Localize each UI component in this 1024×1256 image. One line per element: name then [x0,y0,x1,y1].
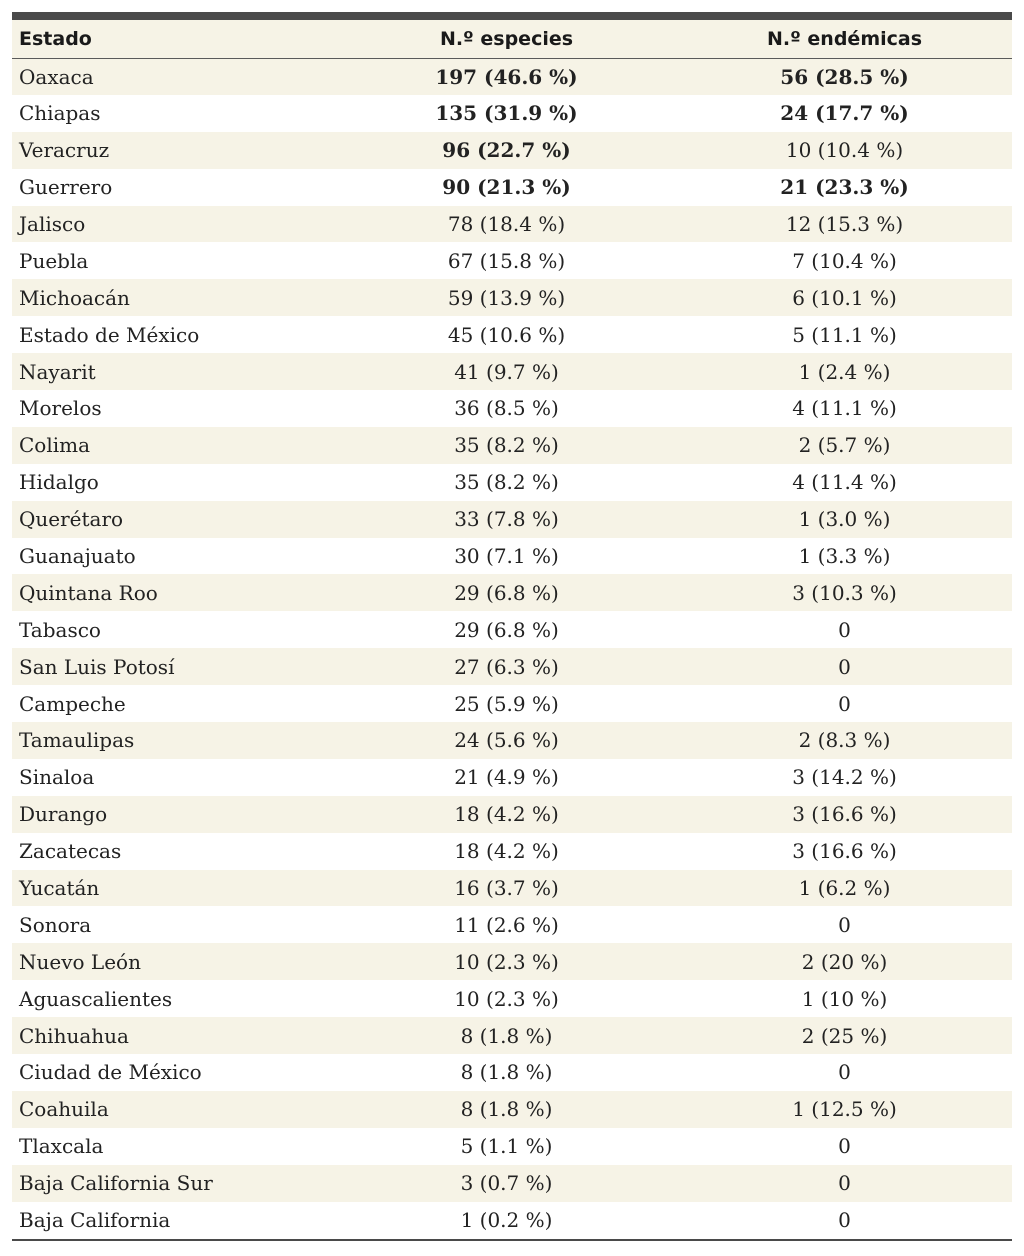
cell-especies: 18 (4.2 %) [454,839,559,864]
cell-endemicas: 10 (10.4 %) [785,138,904,163]
cell-endemicas: 7 (10.4 %) [792,248,897,273]
cell-endemicas: 3 (16.6 %) [792,839,897,864]
cell-endemicas: 1 (6.2 %) [798,876,891,901]
cell-especies: 8 (1.8 %) [460,1060,553,1085]
cell-estado: Guanajuato [19,544,136,569]
cell-endemicas: 0 [838,654,851,679]
table-row [12,759,1012,796]
cell-endemicas: 2 (20 %) [801,949,888,974]
table-row [12,943,1012,980]
cell-endemicas: 0 [838,1060,851,1085]
cell-estado: Chiapas [19,101,101,126]
cell-estado: Nuevo León [19,949,141,974]
cell-especies: 78 (18.4 %) [447,212,566,236]
cell-especies: 8 (1.8 %) [460,1097,553,1122]
cell-estado: Coahuila [19,1097,109,1122]
cell-endemicas: 0 [838,1208,851,1233]
cell-especies: 135 (31.9 %) [435,101,578,126]
table-row [12,427,1012,464]
table-row [12,538,1012,575]
cell-especies: 35 (8.2 %) [454,433,559,458]
header-especies: N.º especies [336,20,677,58]
table-row [12,722,1012,759]
header-estado: Estado [12,20,336,58]
cell-endemicas: 12 (15.3 %) [785,212,904,236]
cell-estado: Estado de México [19,322,200,347]
cell-estado: Baja California Sur [19,1171,213,1196]
table-row [12,279,1012,316]
header-row [12,20,1012,58]
table-row [12,574,1012,611]
cell-estado: Oaxaca [19,64,94,89]
cell-estado: Campeche [19,691,126,716]
cell-estado: Sonora [19,912,92,937]
cell-estado: Durango [19,802,108,827]
cell-estado: Veracruz [19,138,110,163]
cell-especies: 90 (21.3 %) [442,175,571,200]
cell-especies: 10 (2.3 %) [454,986,559,1011]
table-row [12,980,1012,1017]
cell-especies: 21 (4.9 %) [454,765,559,790]
table-row [12,685,1012,722]
table-row [12,1091,1012,1128]
table-row [12,796,1012,833]
cell-estado: Guerrero [19,175,113,200]
cell-estado: Querétaro [19,507,124,532]
table-row [12,1017,1012,1054]
cell-endemicas: 3 (16.6 %) [792,802,897,827]
cell-especies: 18 (4.2 %) [454,802,559,827]
table-top-rule [12,12,1012,20]
cell-endemicas: 0 [838,691,851,716]
cell-estado: Colima [19,433,91,458]
table-row [12,132,1012,169]
cell-endemicas: 4 (11.4 %) [792,470,897,495]
table-body [12,58,1012,1239]
table-row [12,1202,1012,1239]
cell-estado: Sinaloa [19,765,95,790]
table-row [12,501,1012,538]
cell-estado: San Luis Potosí [19,654,175,679]
table-header [12,20,1012,58]
table-row [12,870,1012,907]
cell-estado: Yucatán [19,876,100,901]
cell-estado: Quintana Roo [19,580,158,605]
cell-endemicas: 2 (25 %) [801,1023,888,1048]
cell-especies: 8 (1.8 %) [460,1023,553,1048]
table-row [12,1128,1012,1165]
cell-especies: 11 (2.6 %) [454,912,559,937]
species-by-state-table [12,20,1012,1239]
table-bottom-rule [12,1239,1012,1241]
cell-estado: Jalisco [19,212,86,236]
cell-endemicas: 1 (2.4 %) [798,359,891,384]
cell-estado: Tlaxcala [19,1134,104,1159]
cell-especies: 29 (6.8 %) [454,580,559,605]
cell-endemicas: 1 (3.0 %) [798,507,891,532]
cell-especies: 33 (7.8 %) [454,507,559,532]
table-row [12,316,1012,353]
cell-especies: 29 (6.8 %) [454,617,559,642]
cell-especies: 59 (13.9 %) [447,285,566,310]
cell-especies: 5 (1.1 %) [460,1134,553,1159]
cell-especies: 45 (10.6 %) [447,322,566,347]
table-row [12,906,1012,943]
cell-endemicas: 0 [838,1171,851,1196]
cell-endemicas: 1 (10 %) [801,986,888,1011]
cell-especies: 3 (0.7 %) [460,1171,553,1196]
cell-especies: 27 (6.3 %) [454,654,559,679]
cell-estado: Chihuahua [19,1023,129,1048]
table-row [12,1054,1012,1091]
cell-endemicas: 6 (10.1 %) [792,285,897,310]
cell-especies: 96 (22.7 %) [442,138,571,163]
cell-endemicas: 21 (23.3 %) [780,175,909,200]
cell-estado: Hidalgo [19,470,99,495]
table-row [12,206,1012,243]
cell-estado: Puebla [19,248,89,273]
cell-especies: 197 (46.6 %) [435,64,578,89]
table-row [12,833,1012,870]
cell-endemicas: 1 (12.5 %) [792,1097,897,1122]
cell-especies: 67 (15.8 %) [447,248,566,273]
cell-endemicas: 0 [838,912,851,937]
table-row [12,242,1012,279]
cell-endemicas: 2 (5.7 %) [798,433,891,458]
cell-especies: 10 (2.3 %) [454,949,559,974]
cell-especies: 41 (9.7 %) [454,359,559,384]
cell-endemicas: 56 (28.5 %) [780,64,909,89]
table-row [12,169,1012,206]
cell-especies: 1 (0.2 %) [460,1208,553,1233]
cell-estado: Morelos [19,396,102,421]
cell-endemicas: 3 (10.3 %) [792,580,897,605]
cell-especies: 24 (5.6 %) [454,728,559,753]
table-row [12,390,1012,427]
cell-especies: 25 (5.9 %) [454,691,559,716]
cell-especies: 30 (7.1 %) [454,544,559,569]
cell-estado: Zacatecas [19,839,122,864]
cell-estado: Michoacán [19,285,130,310]
cell-estado: Aguascalientes [19,986,173,1011]
cell-endemicas: 1 (3.3 %) [798,544,891,569]
species-by-state-table-container [12,12,1012,1241]
cell-estado: Nayarit [19,359,96,384]
table-row [12,464,1012,501]
table-row [12,1165,1012,1202]
cell-endemicas: 3 (14.2 %) [792,765,897,790]
cell-endemicas: 0 [838,1134,851,1159]
table-row [12,611,1012,648]
header-endemicas: N.º endémicas [677,20,1012,58]
cell-especies: 36 (8.5 %) [454,396,559,421]
cell-especies: 35 (8.2 %) [454,470,559,495]
cell-estado: Ciudad de México [19,1060,202,1085]
cell-endemicas: 5 (11.1 %) [792,322,897,347]
table-row [12,95,1012,132]
cell-estado: Baja California [19,1208,171,1233]
cell-endemicas: 2 (8.3 %) [798,728,891,753]
cell-estado: Tamaulipas [19,728,135,753]
cell-endemicas: 24 (17.7 %) [780,101,909,126]
table-row [12,58,1012,95]
cell-estado: Tabasco [19,617,101,642]
cell-endemicas: 4 (11.1 %) [792,396,897,421]
cell-especies: 16 (3.7 %) [454,876,559,901]
cell-endemicas: 0 [838,617,851,642]
table-row [12,648,1012,685]
table-row [12,353,1012,390]
